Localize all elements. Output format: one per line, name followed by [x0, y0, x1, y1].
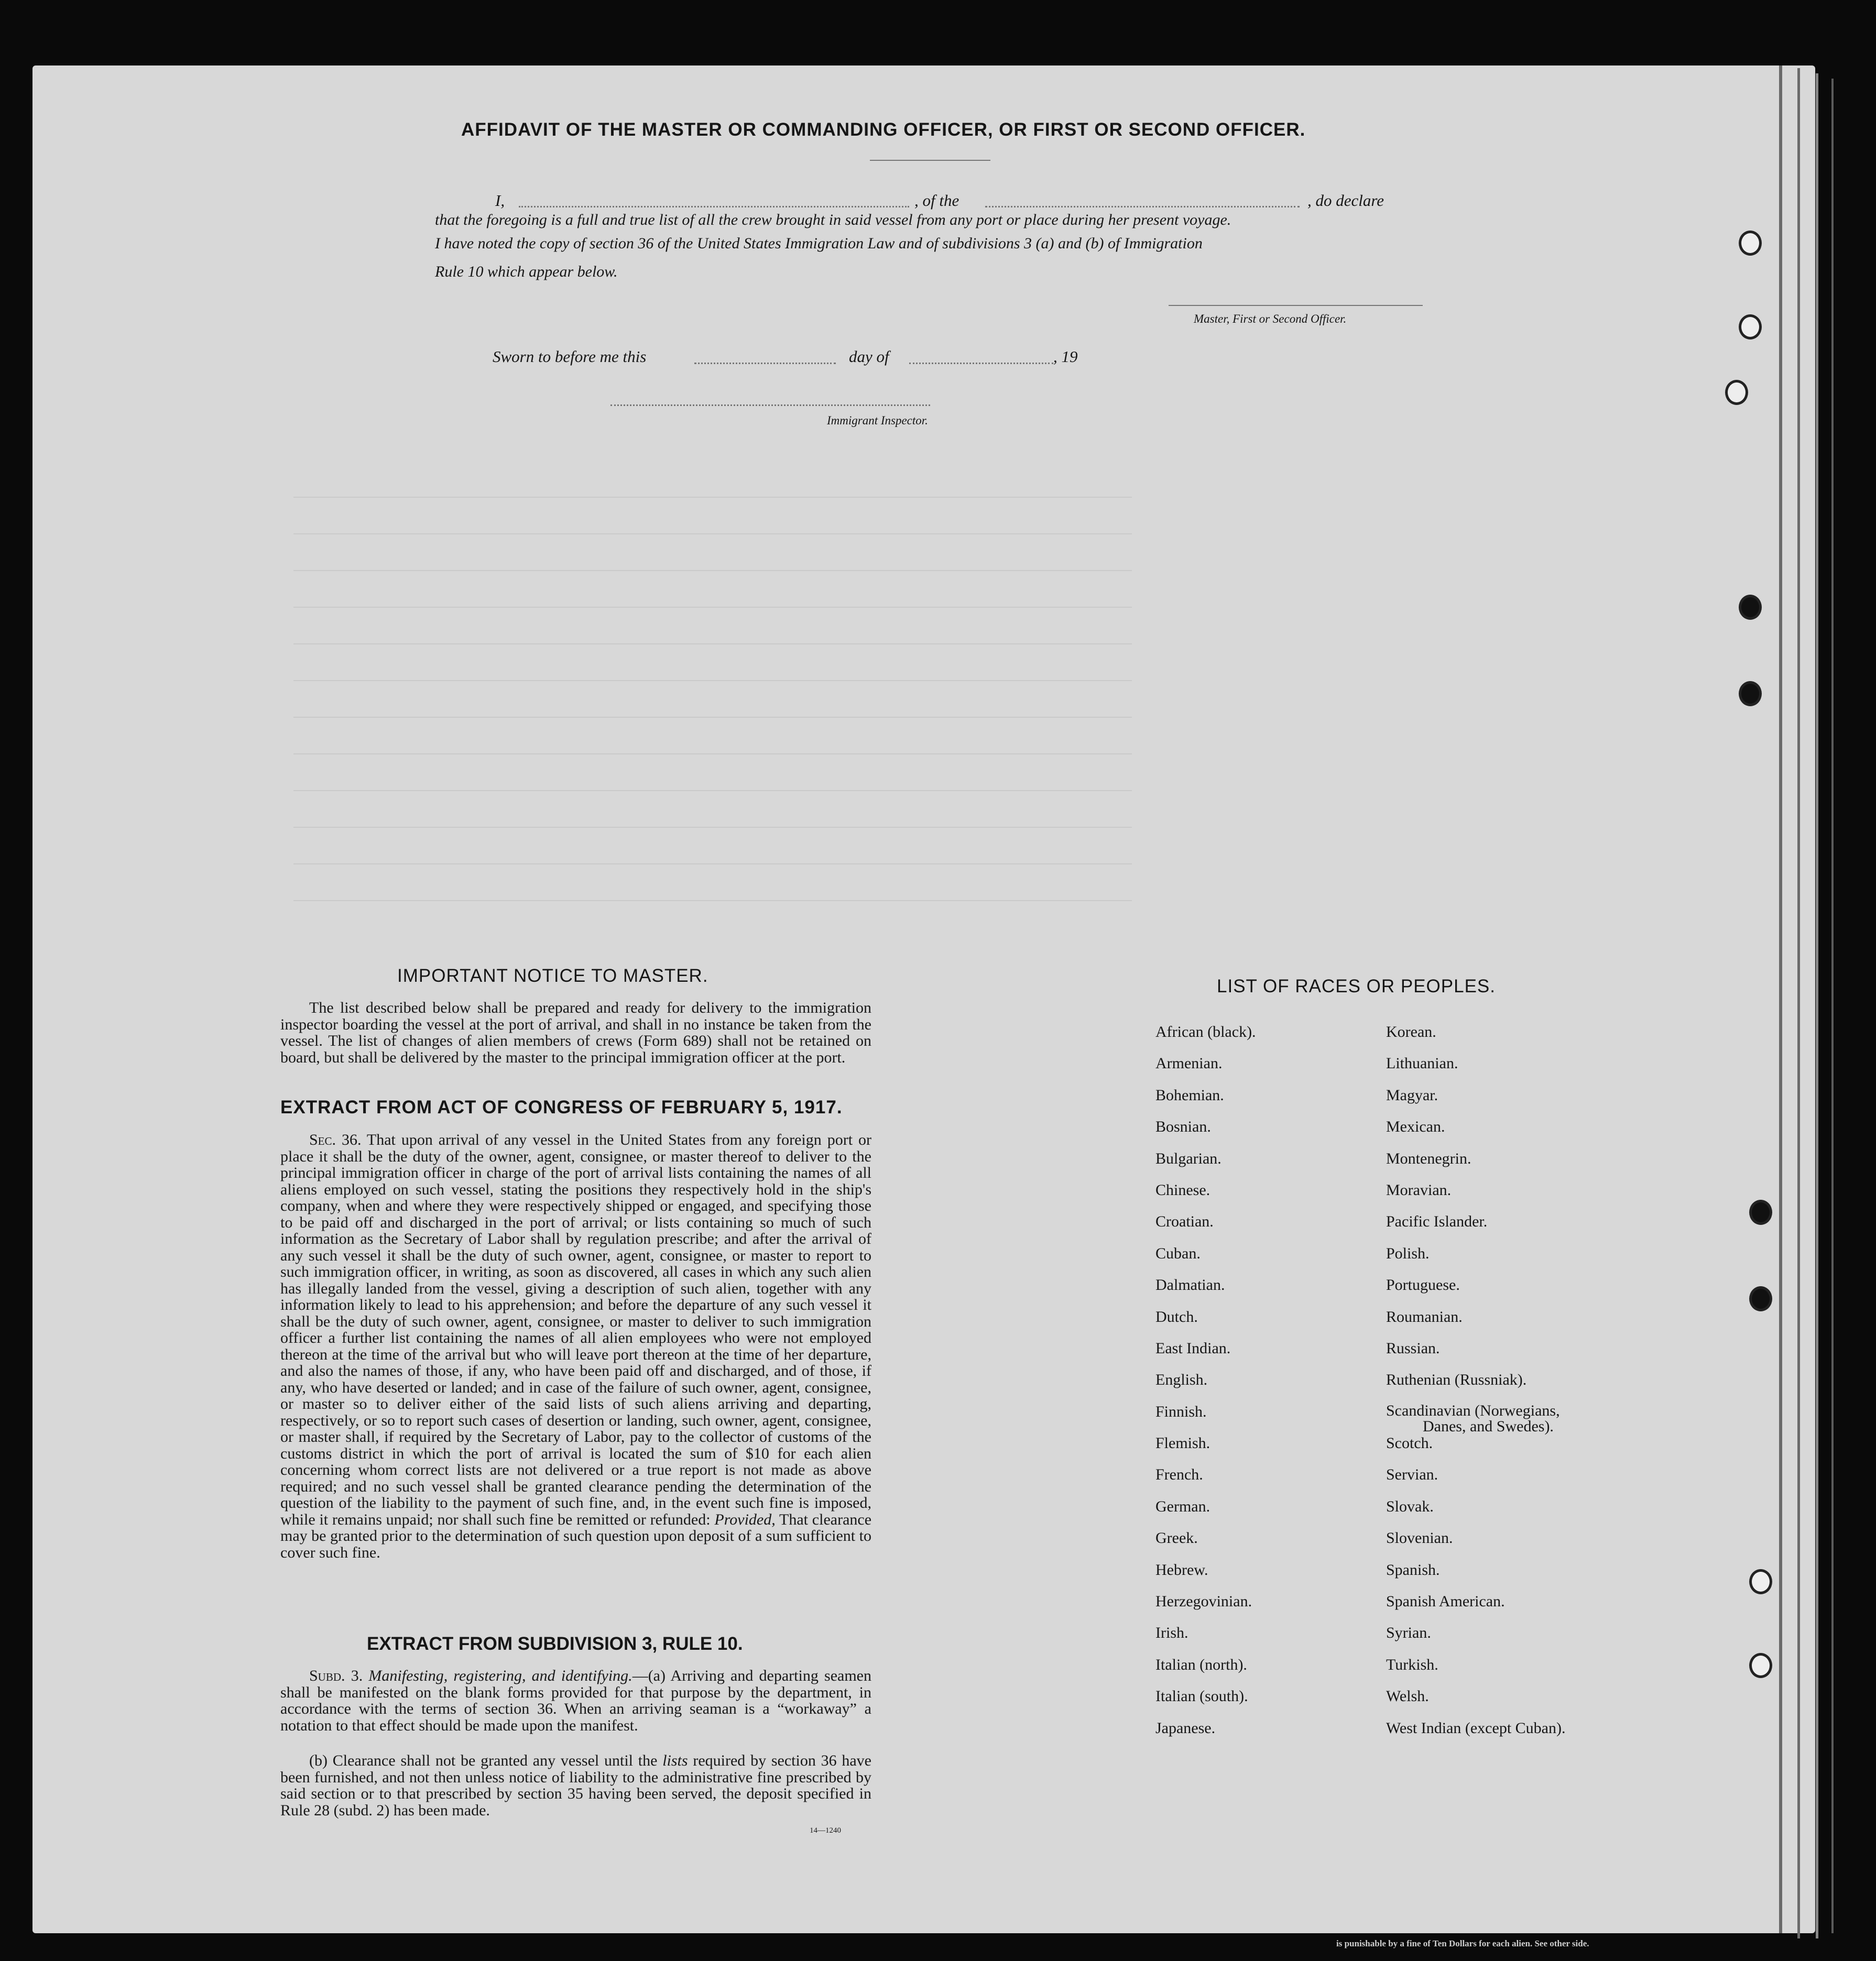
race-item: Bulgarian. — [1155, 1149, 1221, 1167]
sworn-label: Sworn to before me this — [493, 347, 647, 366]
master-signature-label: Master, First or Second Officer. — [1194, 312, 1347, 325]
race-item: Chinese. — [1155, 1181, 1210, 1199]
sworn-month-field[interactable] — [909, 363, 1053, 364]
subd-text-b1: (b) Clearance shall not be granted any vessel until the — [309, 1752, 658, 1769]
race-item: Ruthenian (Russniak). — [1386, 1371, 1527, 1389]
affidavit-title: AFFIDAVIT OF THE MASTER OR COMMANDING OFFICER, OR FIRST OR SECOND OFFICER. — [461, 119, 1306, 140]
race-item: Scotch. — [1386, 1434, 1433, 1452]
race-item: Lithuanian. — [1386, 1055, 1458, 1072]
race-item: Mexican. — [1386, 1118, 1445, 1136]
race-item: African (black). — [1155, 1023, 1256, 1040]
year-label: , 19 — [1053, 347, 1078, 366]
form-number: 14—1240 — [810, 1826, 841, 1835]
race-item: West Indian (except Cuban). — [1386, 1719, 1566, 1737]
subd-text-b2: required by section 36 have been furnished, and not then unless notice of liability to the administrative fine prescribed by said section or to that prescribed by section 35 having been served, the deposit specified in Rule 28 (subd. 2) has been made. — [280, 1752, 871, 1819]
race-item: Moravian. — [1386, 1181, 1452, 1199]
race-item: Roumanian. — [1386, 1308, 1463, 1325]
page-edge — [1797, 68, 1800, 1938]
race-item: Portuguese. — [1386, 1276, 1460, 1294]
subd-text-a: —(a) Arriving and departing seamen shall be manifested on the blank forms provided for that purpose by the department, in accordance with the terms of section 36. When an arriving seaman is a “workaway” a notation to that effect should be made upon the manifest. — [280, 1667, 871, 1734]
subd-label: Subd. 3. — [309, 1667, 363, 1684]
affidavit-do-declare: , do declare — [1307, 191, 1384, 210]
race-item: Japanese. — [1155, 1719, 1216, 1737]
race-item: Slovak. — [1386, 1497, 1434, 1515]
page-edge — [1816, 73, 1818, 1938]
race-item: Magyar. — [1386, 1086, 1438, 1104]
subd-heading: Manifesting, registering, and identifying. — [368, 1667, 632, 1684]
races-column-2 — [1386, 1023, 1565, 1751]
affidavit-of-the: , of the — [914, 191, 959, 210]
page-edge — [1779, 65, 1782, 1933]
sec-36-text: That upon arrival of any vessel in the United States from any foreign port or place it shall be the duty of the owner, agent, consignee, or master thereof to deliver to the principal immigration officer in charge of the port of arrival lists containing the names of all aliens employed on such vessel, stating the positions they respectively hold in the ship's company, when and where they were respectively shipped or engaged, and specifying those to be paid off and discharged in the port of arrival; or lists containing so much of such information as the Secretary of Labor shall by regulation prescribe; and after the arrival of any such vessel it shall be the duty of such owner, agent, consignee, or master to report to such immigration officer, in writing, as soon as discovered, all cases in which any such alien has illegally landed from the vessel, giving a description of such alien, together with any information likely to lead to his apprehension; and before the departure of any such vessel it shall be the duty of such owner, agent, consignee, or master to deliver to such immigration officer a further list containing the names of all alien employees who were not employed thereon at the time of the arrival but who will leave port thereon at the time of her departure, and also the names of those, if any, who have been paid off and discharged, and of those, if any, who have deserted or landed; and in case of the failure of such owner, agent, consignee, or master so to deliver either of the said lists of such aliens arriving and departing, respectively, or so to report such cases of desertion or landing, such owner, agent, consignee, or master shall, if required by the Secretary of Labor, pay to the collector of customs of the customs district in which the port of arrival is located the sum of $10 for each alien concerning whom correct lists are not delivered or a true report is not made as above required; and no such vessel shall be granted clearance pending the determination of the question of the liability to the payment of such fine, and, in the event such fine is imposed, while it remains unpaid; nor shall such fine be remitted or refunded: — [280, 1131, 871, 1528]
race-item: Russian. — [1386, 1339, 1440, 1357]
race-item: Servian. — [1386, 1466, 1438, 1484]
race-item: Korean. — [1386, 1023, 1436, 1040]
affidavit-line-3: I have noted the copy of section 36 of the United States Immigration Law and of subdivisions 3 (a) and (b) of Immigration — [435, 235, 1203, 252]
inspector-signature-line[interactable] — [610, 404, 930, 406]
sec-36-text-end: That clearance may be granted prior to the determination of such question upon deposit of a sum sufficient to cover such fine. — [280, 1510, 872, 1561]
inspector-label: Immigrant Inspector. — [827, 414, 928, 427]
affidavit-line-4: Rule 10 which appear below. — [435, 263, 618, 280]
page-edge — [1831, 79, 1834, 1933]
binder-hole — [1739, 231, 1762, 256]
races-title: LIST OF RACES OR PEOPLES. — [1217, 976, 1496, 996]
race-item: Finnish. — [1155, 1403, 1207, 1420]
notice-title: IMPORTANT NOTICE TO MASTER. — [397, 966, 708, 986]
race-item: Montenegrin. — [1386, 1149, 1471, 1167]
race-item: Polish. — [1386, 1244, 1430, 1262]
binder-hole — [1749, 1200, 1772, 1225]
race-item: Dalmatian. — [1155, 1276, 1225, 1294]
master-signature-line[interactable] — [1169, 305, 1423, 306]
binder-hole — [1749, 1653, 1772, 1678]
race-item: Syrian. — [1386, 1624, 1431, 1642]
binder-hole — [1725, 380, 1748, 405]
race-item: Cuban. — [1155, 1244, 1201, 1262]
race-item: Flemish. — [1155, 1434, 1210, 1452]
affidavit-line-2: that the foregoing is a full and true list of all the crew brought in said vessel from any port or place during her present voyage. — [435, 211, 1231, 228]
race-item: Hebrew. — [1155, 1561, 1208, 1579]
race-item: Welsh. — [1386, 1688, 1429, 1705]
affidavit-i-label: I, — [495, 191, 505, 210]
extract-rule-text-b — [280, 1752, 871, 1818]
race-item: Spanish American. — [1386, 1593, 1505, 1611]
race-item — [1386, 1403, 1565, 1434]
footer-note: is punishable by a fine of Ten Dollars for each alien. See other side. — [1336, 1938, 1589, 1948]
race-item: East Indian. — [1155, 1339, 1231, 1357]
race-item: German. — [1155, 1497, 1210, 1515]
notice-text: The list described below shall be prepared and ready for delivery to the immigration inspector boarding the vessel at the port of arrival, and shall in no instance be taken from the vessel. The list of changes of alien members of crews (Form 689) shall not be retained on board, but shall be delivered by the master to the principal immigration officer at the port. — [280, 999, 871, 1066]
binder-hole — [1749, 1569, 1772, 1594]
races-column-1 — [1155, 1023, 1256, 1751]
race-item: French. — [1155, 1466, 1203, 1484]
race-item: Herzegovinian. — [1155, 1593, 1252, 1611]
binder-hole — [1749, 1286, 1772, 1311]
race-item: Pacific Islander. — [1386, 1213, 1488, 1231]
race-item: Bohemian. — [1155, 1086, 1224, 1104]
vessel-field[interactable] — [985, 206, 1300, 207]
race-item: Irish. — [1155, 1624, 1188, 1642]
extract-rule-title: EXTRACT FROM SUBDIVISION 3, RULE 10. — [367, 1634, 743, 1654]
race-item: Armenian. — [1155, 1055, 1223, 1072]
extract-act-title: EXTRACT FROM ACT OF CONGRESS OF FEBRUARY 5, 1917. — [280, 1097, 843, 1118]
provided-word: Provided, — [714, 1510, 776, 1528]
race-item: Slovenian. — [1386, 1529, 1453, 1547]
race-item: Italian (north). — [1155, 1656, 1247, 1673]
race-item: Spanish. — [1386, 1561, 1440, 1579]
race-item: Croatian. — [1155, 1213, 1214, 1231]
race-item-line: Scandinavian (Norwegians, — [1386, 1401, 1560, 1419]
race-item: Turkish. — [1386, 1656, 1438, 1673]
bleed-through-marks — [293, 461, 1132, 933]
day-of-label: day of — [849, 347, 889, 366]
sec-label: Sec. 36. — [309, 1131, 362, 1148]
race-item-continuation: Danes, and Swedes). — [1423, 1417, 1554, 1435]
binder-hole — [1739, 595, 1762, 620]
race-item: Dutch. — [1155, 1308, 1198, 1325]
name-field[interactable] — [519, 206, 909, 207]
binder-hole — [1739, 314, 1762, 339]
sworn-day-field[interactable] — [694, 363, 836, 364]
title-rule — [870, 160, 990, 161]
extract-rule-text-a — [280, 1668, 871, 1734]
race-item: English. — [1155, 1371, 1208, 1389]
binder-hole — [1739, 681, 1762, 706]
extract-act-text — [280, 1132, 871, 1561]
lists-word: lists — [662, 1752, 688, 1769]
race-item: Greek. — [1155, 1529, 1198, 1547]
race-item: Italian (south). — [1155, 1688, 1248, 1705]
race-item: Bosnian. — [1155, 1118, 1211, 1136]
